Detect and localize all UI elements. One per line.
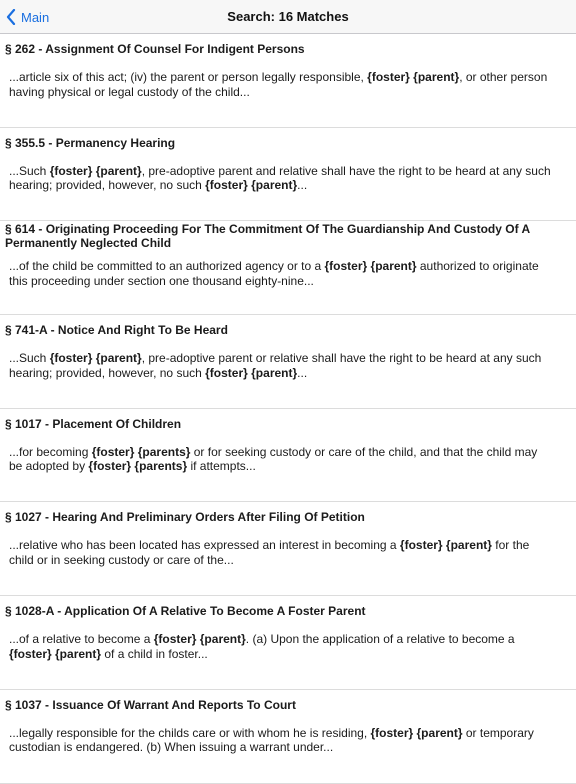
snippet-text: ...Such — [9, 163, 50, 178]
snippet-text: , pre-adoptive parent and relative shall have the right to be heard at any such hearing; provided, however, no such — [9, 163, 551, 193]
result-title: § 262 - Assignment Of Counsel For Indigent Persons — [5, 42, 305, 56]
snippet-text: or for seeking custody or care of the child, and that the child may be adopted by — [9, 444, 538, 474]
snippet-text: ...of a relative to become a — [9, 632, 154, 647]
snippet-text: ... — [297, 178, 308, 193]
navigation-bar — [0, 0, 576, 34]
result-title: § 355.5 - Permanency Hearing — [5, 135, 176, 150]
result-snippet — [9, 164, 552, 193]
match-highlight: {foster} {parent} — [367, 70, 460, 84]
match-highlight: {foster} {parent} — [49, 351, 142, 366]
result-snippet — [9, 538, 552, 567]
result-snippet — [9, 726, 552, 755]
result-snippet — [9, 259, 552, 288]
result-title: § 1017 - Placement Of Children — [5, 416, 182, 431]
result-snippet — [9, 445, 552, 474]
snippet-text: . (a) Upon the application of a relative to become a — [245, 632, 515, 647]
snippet-text: for the child or in seeking custody or care of the... — [9, 538, 530, 567]
match-highlight: {foster} {parent} — [324, 259, 417, 274]
snippet-text: ... — [297, 365, 308, 380]
search-result-item[interactable] — [0, 221, 576, 315]
match-highlight: {foster} {parent} — [153, 632, 246, 647]
snippet-text: of a child in foster... — [101, 646, 208, 661]
snippet-text: or temporary custodian is endangered. (b) When issuing a warrant under... — [9, 725, 534, 755]
snippet-text: ...legally responsible for the childs care or with whom he is residing, — [9, 725, 371, 740]
result-snippet — [9, 632, 552, 661]
snippet-text: authorized to originate this proceeding under section one thousand eighty-nine... — [9, 259, 539, 288]
snippet-text: ...for becoming — [9, 444, 92, 459]
match-highlight: {foster} {parent} — [9, 646, 102, 661]
chevron-left-icon — [6, 9, 16, 25]
snippet-text: ...relative who has been located has expressed an interest in becoming a — [9, 538, 400, 553]
match-highlight: {foster} {parent} — [205, 365, 298, 380]
search-result-item[interactable] — [0, 596, 576, 690]
match-highlight: {foster} {parent} — [370, 725, 463, 740]
snippet-text: ...Such — [9, 351, 50, 366]
search-result-item[interactable] — [0, 690, 576, 784]
search-result-item[interactable] — [0, 409, 576, 503]
snippet-text: ...of the child be committed to an authorized agency or to a — [9, 259, 325, 274]
match-highlight: {foster} {parents} — [88, 459, 188, 474]
result-title: § 614 - Originating Proceeding For The Commitment Of The Guardianship And Custody Of A Permanently Neglected Child — [5, 222, 530, 251]
result-title: § 1037 - Issuance Of Warrant And Reports To Court — [5, 697, 296, 712]
result-snippet — [9, 351, 552, 380]
result-title: § 1027 - Hearing And Preliminary Orders After Filing Of Petition — [5, 510, 365, 525]
result-snippet — [9, 70, 552, 99]
search-result-item[interactable] — [0, 128, 576, 222]
snippet-text: ...article six of this act; (iv) the parent or person legally responsible, — [9, 70, 368, 84]
match-highlight: {foster} {parent} — [49, 163, 142, 178]
match-highlight: {foster} {parents} — [91, 444, 191, 459]
search-result-item[interactable] — [0, 502, 576, 596]
match-highlight: {foster} {parent} — [205, 178, 298, 193]
snippet-text: , pre-adoptive parent or relative shall have the right to be heard at any such hearing; provided, however, no such — [9, 351, 542, 380]
result-title: § 741-A - Notice And Right To Be Heard — [5, 323, 228, 338]
snippet-text: if attempts... — [187, 459, 256, 474]
search-results-list — [0, 34, 576, 784]
match-highlight: {foster} {parent} — [399, 538, 492, 553]
back-button-label: Main — [21, 9, 50, 25]
result-title: § 1028-A - Application Of A Relative To Become A Foster Parent — [5, 604, 366, 619]
back-button[interactable] — [6, 0, 49, 34]
search-result-item[interactable] — [0, 34, 576, 128]
page-title: Search: 16 Matches — [227, 9, 349, 24]
search-result-item[interactable] — [0, 315, 576, 409]
snippet-text: , or other person having physical or legal custody of the child... — [9, 70, 548, 99]
